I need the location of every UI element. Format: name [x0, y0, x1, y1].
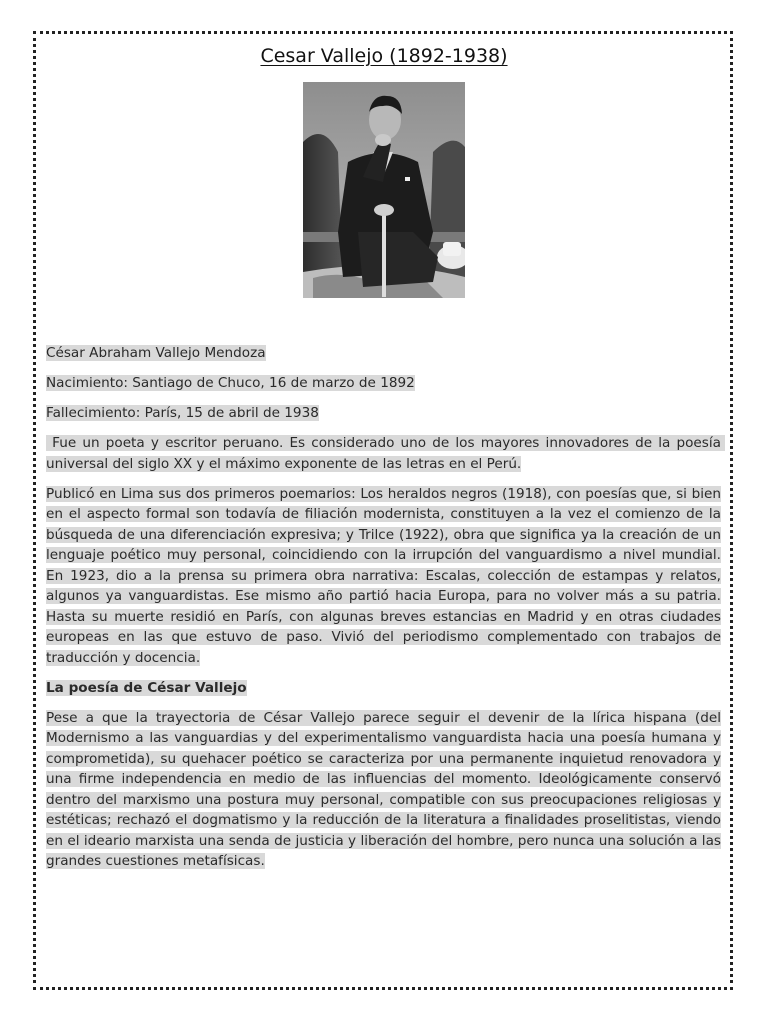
page-title — [0, 45, 768, 67]
poetry-text: Pese a que la trayectoria de César Vallejo parece seguir el devenir de la lírica hispana (del Modernismo a las vanguardias y del experimentalismo vanguardista hacia una poesía humana y comprometida), su quehacer poético se caracteriza por una permanente inquietud renovadora y una firme independencia en medio de las influencias del momento. Ideológicamente conservó dentro del marxismo una postura muy personal, compatible con sus preocupaciones religiosas y estéticas; rechazó el dogmatismo y la reducción de la literatura a finalidades proselitistas, viendo en el ideario marxista una senda de justicia y liberación del hombre, pero nunca una solución a las grandes cuestiones metafísicas. — [46, 709, 721, 869]
death-info: Fallecimiento: París, 15 de abril de 1938 — [46, 405, 319, 421]
career-text: Publicó en Lima sus dos primeros poemarios: Los heraldos negros (1918), con poesías que, si bien en el aspecto formal son todavía de filiación modernista, constituyen a la vez el comienzo de la búsqueda de una diferenciación expresiva; y Trilce (1922), obra que significa ya la creación de un lenguaje poético muy personal, coincidiendo con la irrupción del vanguardismo a nivel mundial. En 1923, dio a la prensa su primera obra narrativa: Escalas, colección de estampas y relatos, algunos ya vanguardistas. Ese mismo año partió hacia Europa, para no volver más a su patria. Hasta su muerte residió en París, con algunas breves estancias en Madrid y en otras ciudades europeas en las que estuvo de paso. Vivió del periodismo complementado con trabajos de traducción y docencia. — [46, 485, 721, 666]
section-heading-text: La poesía de César Vallejo — [46, 679, 247, 696]
intro-text: Fue un poeta y escritor peruano. Es considerado uno de los mayores innovadores de la poesía universal del siglo XX y el máximo exponente de las letras en el Perú. — [46, 435, 726, 472]
name-paragraph — [46, 343, 721, 364]
birth-info: Nacimiento: Santiago de Chuco, 16 de marzo de 1892 — [46, 375, 415, 391]
page-title-text: Cesar Vallejo (1892-1938) — [260, 45, 508, 67]
poetry-paragraph — [46, 708, 721, 872]
career-paragraph — [46, 484, 721, 669]
full-name: César Abraham Vallejo Mendoza — [46, 345, 266, 361]
death-paragraph — [46, 403, 721, 424]
person-photo-icon — [303, 82, 465, 298]
intro-paragraph — [46, 433, 726, 474]
portrait-photo — [303, 82, 465, 298]
document-body — [46, 343, 726, 881]
birth-paragraph — [46, 373, 721, 394]
section-heading — [46, 678, 721, 699]
